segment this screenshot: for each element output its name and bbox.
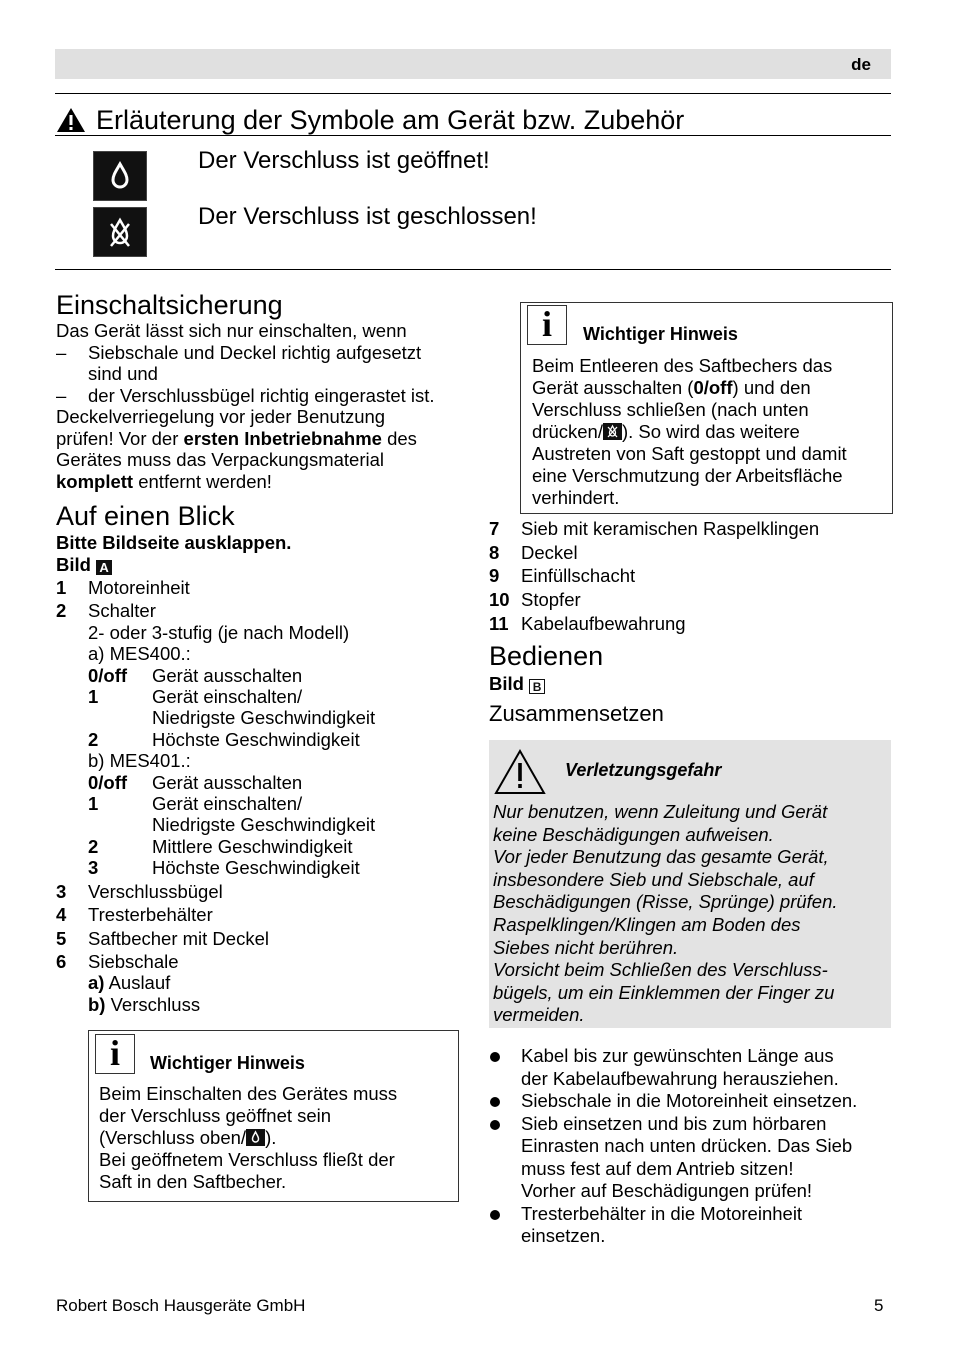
- list-item: 3 Verschlussbügel: [56, 880, 223, 902]
- symbol-open-text: Der Verschluss ist geöffnet!: [198, 147, 490, 174]
- switch-row: 0/off Gerät ausschalten: [88, 664, 303, 686]
- list-item: 1 Motoreinheit: [56, 577, 190, 598]
- list-item: 8 Deckel: [489, 541, 578, 563]
- bullet-icon: [489, 1045, 521, 1090]
- list-item: Sieb einsetzen und bis zum hörbaren Einrasten nach unten drücken. Das Sieb muss fest auf dem Antrieb sitzen! Vorher auf Beschädigungen prüfen!: [489, 1113, 899, 1203]
- divider: [55, 269, 891, 270]
- einschalt-intro: Das Gerät lässt sich nur einschalten, wenn: [56, 320, 407, 341]
- info-icon: i: [95, 1034, 135, 1074]
- symbols-title: Erläuterung der Symbole am Gerät bzw. Zubehör: [96, 105, 685, 135]
- switch-row: 0/off Gerät ausschalten: [88, 771, 303, 793]
- dash-text: der Verschlussbügel richtig eingerastet ist.: [88, 384, 435, 406]
- einschalt-heading: Einschaltsicherung: [56, 290, 283, 320]
- dash-item: – der Verschlussbügel richtig eingerastet ist.: [56, 384, 435, 406]
- list-subtext: a) MES400.:: [88, 643, 191, 665]
- switch-row: 1 Gerät einschalten/ Niedrigste Geschwindigkeit: [88, 686, 376, 729]
- switch-row: 3 Höchste Geschwindigkeit: [88, 857, 360, 879]
- lock-closed-symbol-icon: [93, 207, 147, 257]
- figure-letter-b-icon: B: [529, 679, 545, 694]
- important-note-box: [520, 302, 893, 514]
- dash-text: sind und: [88, 363, 158, 384]
- bullet-icon: [489, 1090, 521, 1113]
- dash-item: – Siebschale und Deckel richtig aufgesetzt sind und: [56, 341, 422, 384]
- bullet-icon: [489, 1113, 521, 1203]
- list-item: 9 Einfüllschacht: [489, 565, 636, 587]
- lock-open-symbol-icon: [93, 151, 147, 201]
- list-item: 5 Saftbecher mit Deckel: [56, 927, 269, 949]
- list-item: Kabel bis zur gewünschten Länge aus der Kabelaufbewahrung herausziehen.: [489, 1045, 899, 1090]
- blick-heading: Auf einen Blick: [56, 501, 235, 531]
- switch-row: 2 Mittlere Geschwindigkeit: [88, 835, 353, 857]
- warning-text: Nur benutzen, wenn Zuleitung und Gerät keine Beschädigungen aufweisen. Vor jeder Benutzung das gesamte Gerät, insbesondere Sieb und Siebschale, auf Beschädigungen (Risse, Sprünge) prüfen. Raspelklingen/Klingen am Boden des Siebes nicht berühren. Vorsicht beim Schließen des Verschluss- bügels, um ein Einklemmen der Finger zu vermeiden.: [493, 801, 838, 1026]
- zusammensetzen-heading: Zusammensetzen: [489, 701, 664, 726]
- paragraph-line: prüfen! Vor der ersten Inbetriebnahme des: [56, 427, 417, 449]
- einschalt-body: [56, 320, 476, 492]
- list-item: Siebschale in die Motoreinheit einsetzen.: [489, 1090, 899, 1113]
- blick-subtitle: Bitte Bildseite ausklappen.: [56, 532, 292, 553]
- list-item: 6 Siebschale: [56, 950, 179, 972]
- list-item: 4 Tresterbehälter: [56, 904, 213, 926]
- language-code: de: [851, 55, 871, 74]
- symbol-closed-text: Der Verschluss ist geschlossen!: [198, 203, 537, 230]
- dash-text: Siebschale und Deckel richtig aufgesetzt: [88, 341, 422, 363]
- list-subitem: a) Auslauf: [88, 972, 171, 994]
- important-note-box: [88, 1030, 459, 1202]
- list-subitem: b) Verschluss: [88, 993, 201, 1015]
- divider: [55, 93, 891, 94]
- bild-a-label: Bild A: [56, 554, 112, 576]
- lock-open-symbol-icon: [246, 1129, 265, 1146]
- note-title: Wichtiger Hinweis: [583, 324, 738, 344]
- switch-row: 1 Gerät einschalten/ Niedrigste Geschwindigkeit: [88, 793, 376, 836]
- list-item: Tresterbehälter in die Motoreinheit einsetzen.: [489, 1203, 899, 1248]
- bild-b-label: Bild B: [489, 673, 545, 695]
- warning-triangle-icon: [493, 748, 547, 796]
- bedienen-heading: Bedienen: [489, 641, 604, 671]
- list-item: 10 Stopfer: [489, 589, 581, 611]
- list-subtext: b) MES401.:: [88, 750, 191, 772]
- list-item: 7 Sieb mit keramischen Raspelklingen: [489, 518, 820, 539]
- list-item: 2 Schalter: [56, 600, 156, 622]
- info-icon: i: [527, 305, 567, 345]
- warning-triangle-icon: [56, 107, 86, 133]
- paragraph-line: komplett entfernt werden!: [56, 470, 272, 492]
- language-bar: [55, 49, 891, 79]
- bullet-icon: [489, 1203, 521, 1248]
- lock-closed-symbol-icon: [603, 423, 622, 440]
- parts-list: [56, 577, 476, 1015]
- list-item: 11 Kabelaufbewahrung: [489, 612, 686, 634]
- warning-box: [489, 740, 891, 1028]
- note-text: Beim Einschalten des Gerätes muss der Verschluss geöffnet sein (Verschluss oben/ ). Bei geöffnetem Verschluss fließt der Saft in den Saftbecher.: [99, 1083, 398, 1192]
- figure-letter-a-icon: A: [96, 560, 112, 575]
- list-subtext: 2- oder 3-stufig (je nach Modell): [88, 621, 350, 643]
- warning-title: Verletzungsgefahr: [565, 760, 722, 780]
- note-title: Wichtiger Hinweis: [150, 1053, 305, 1073]
- assembly-steps: [489, 1045, 899, 1248]
- paragraph-line: Gerätes muss das Verpackungsmaterial: [56, 449, 385, 470]
- parts-list-continued: [489, 517, 889, 636]
- footer-company: Robert Bosch Hausgeräte GmbH: [56, 1296, 306, 1315]
- note-text: Beim Entleeren des Saftbechers das Gerät ausschalten (0/off) und den Verschluss schließen (nach unten drücken/ ). So wird das weitere Austreten von Saft gestoppt und damit eine Verschmutzung der Arbeitsfläche verhindert.: [532, 355, 847, 508]
- switch-row: 2 Höchste Geschwindigkeit: [88, 728, 360, 750]
- paragraph-line: Deckelverriegelung vor jeder Benutzung: [56, 406, 386, 427]
- page-number: 5: [874, 1296, 884, 1315]
- symbols-heading: [56, 104, 684, 136]
- divider: [55, 135, 891, 136]
